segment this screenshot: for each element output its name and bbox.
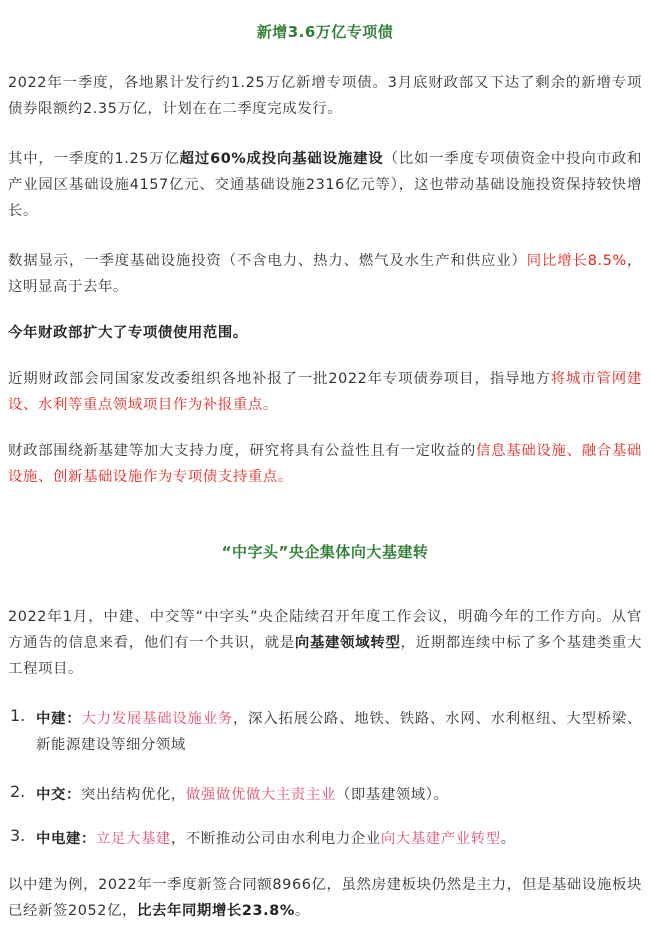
paragraph-new-infrastructure: 财政部围绕新基建等加大支持力度，研究将具有公益性且有一定收益的信息基础设施、融合基础设施、创新基础设施作为专项债支持重点。 [8, 443, 642, 485]
paragraph-cscec-example: 以中建为例，2022年一季度新签合同额8966亿，虽然房建板块仍然是主力，但是基础设施板块已经新签2052亿，比去年同期增长23.8%。 [8, 877, 642, 919]
paragraph-investment-growth: 数据显示，一季度基础设施投资（不含电力、热力、燃气及水生产和供应业）同比增长8.5%，这明显高于去年。 [8, 253, 642, 295]
list-item-cccc: 2. 中交：突出结构优化，做强做优做大主责主业（即基建领域）。 [10, 782, 449, 803]
highlight-growth-23-8: 增长23.8% [211, 903, 295, 919]
paragraph-soe-meetings: 2022年1月，中建、中交等“中字头”央企陆续召开年度工作会议，明确今年的工作方向。从官方通告的信息来看，他们有一个共识，就是向基建领域转型，近期都连续中标了多个基建类重大工程项目。 [8, 609, 642, 677]
section-title-special-bonds: 新增3.6万亿专项债 [256, 23, 394, 41]
section-title-soe: “中字头”央企集体向大基建转 [221, 543, 429, 561]
paragraph-scope-expanded: 今年财政部扩大了专项债使用范围。 [8, 325, 248, 341]
highlight-60-percent: 超过60%成投向基础设施建设 [179, 151, 384, 167]
highlight-pipe-network: 将城市管网建设、水利等重点领域项目作为补报重点。 [8, 371, 643, 413]
paragraph-q1-issuance: 2022年一季度，各地累计发行约1.25万亿新增专项债。3月底财政部又下达了剩余的新增专项债券限额约2.35万亿，计划在在二季度完成发行。 [8, 75, 642, 117]
highlight-infra-transition: 向基建领域转型 [294, 635, 401, 651]
highlight-new-infra: 信息基础设施、融合基础设施、创新基础设施作为专项债支持重点。 [8, 443, 642, 485]
paragraph-supplementary-projects: 近期财政部会同国家发改委组织各地补报了一批2022年专项债券项目，指导地方将城市管网建设、水利等重点领域项目作为补报重点。 [8, 371, 643, 413]
paragraph-infrastructure-share: 其中，一季度的1.25万亿超过60%成投向基础设施建设（比如一季度专项债资金中投向市政和产业园区基础设施4157亿元、交通基础设施2316亿元等），这也带动基础设施投资保持较快增长。 [8, 151, 642, 219]
list-item-cscec: 1. 中建：大力发展基础设施业务，深入拓展公路、地铁、铁路、水网、水利枢纽、大型桥梁、新能源建设等细分领域 [10, 706, 642, 753]
highlight-growth-8-5: 同比增长8.5% [526, 253, 627, 269]
list-item-powerchina: 3. 中电建：立足大基建，不断推动公司由水利电力企业向大基建产业转型。 [10, 826, 516, 847]
